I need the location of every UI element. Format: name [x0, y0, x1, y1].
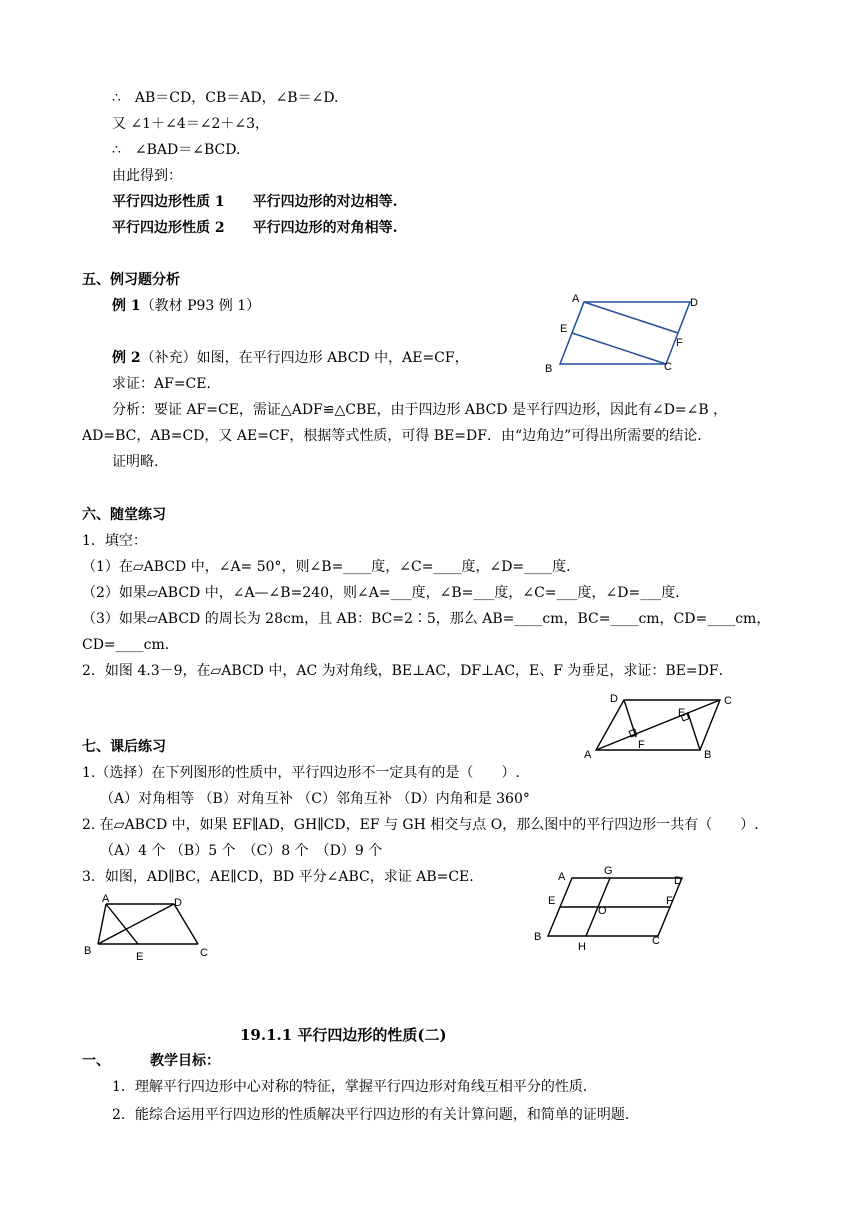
example-2-prove: 求证：AF=CE. — [112, 376, 211, 392]
fig4-label-a: A — [558, 871, 566, 883]
fig3-segment-bd — [98, 904, 174, 944]
fig3-label-a: A — [102, 893, 110, 905]
fig3-label-c: C — [200, 947, 208, 959]
fig4-label-h: H — [578, 941, 586, 953]
fig2-label-f: F — [638, 739, 645, 751]
teaching-goals-number: 一、 — [82, 1053, 110, 1069]
goal-1: 1．理解平行四边形中心对称的特征，掌握平行四边形对角线互相平分的性质． — [112, 1079, 597, 1095]
example-1-label: 例 1 — [112, 298, 141, 314]
proof-omitted: 证明略. — [112, 454, 159, 470]
figure-parallelogram-aecf — [540, 292, 710, 377]
fig2-segment-be — [688, 713, 700, 750]
fig1-label-c: C — [664, 361, 672, 373]
fig4-label-d: D — [674, 875, 682, 887]
homework-2-options: （A）4 个 （B）5 个 （C）8 个 （D）9 个 — [100, 843, 383, 859]
fig3-segment-dc — [174, 904, 198, 944]
figure-trapezoid — [84, 894, 214, 964]
fig2-diagonal-ac — [596, 700, 720, 750]
homework-1-options: （A）对角相等 （B）对角互补 （C）邻角互补 （D）内角和是 360° — [100, 791, 530, 807]
fig1-segment-ec — [572, 333, 666, 364]
fig4-label-o: O — [598, 905, 607, 917]
fig3-label-e: E — [136, 951, 144, 963]
exercise-2: 2．如图 4.3－9，在▱ABCD 中，AC 为对角线，BE⊥AC，DF⊥AC，E、F 为垂足，求证：BE=DF． — [82, 663, 733, 679]
fig1-segment-af — [584, 302, 678, 333]
example-1-text: （教材 P93 例 1） — [140, 298, 261, 314]
property-2: 平行四边形性质 2 平行四边形的对角相等. — [112, 220, 398, 236]
exercise-1-1: （1）在▱ABCD 中，∠A= 50°，则∠B=____度，∠C=____度，∠D=____度． — [82, 559, 581, 575]
property-1: 平行四边形性质 1 平行四边形的对边相等. — [112, 194, 398, 210]
fig1-label-e: E — [560, 323, 568, 335]
fig4-label-g: G — [604, 865, 613, 877]
example-2-label: 例 2 — [112, 350, 141, 366]
fig1-parallelogram — [560, 302, 690, 364]
analysis-line-2: AD=BC，AB=CD，又 AE=CF，根据等式性质，可得 BE=DF．由“边角边”可得出所需要的结论． — [82, 428, 712, 444]
fig2-label-c: C — [724, 695, 732, 707]
example-2 — [112, 349, 469, 367]
fig4-label-c: C — [652, 935, 660, 947]
fig3-label-d: D — [174, 897, 182, 909]
fig2-label-a: A — [584, 749, 592, 761]
fig2-label-b: B — [704, 749, 712, 761]
fig1-label-f: F — [676, 337, 683, 349]
fig3-label-b: B — [84, 945, 92, 957]
example-1 — [112, 297, 260, 315]
goal-2: 2．能综合运用平行四边形的性质解决平行四边形的有关计算问题，和简单的证明题． — [112, 1107, 639, 1123]
proof-line-1: ∴ AB＝CD，CB＝AD，∠B＝∠D. — [112, 90, 339, 106]
homework-1: 1.（选择）在下列图形的性质中，平行四边形不一定具有的是（ ）. — [82, 765, 520, 781]
proof-line-4: 由此得到： — [112, 168, 182, 184]
fig1-label-d: D — [690, 297, 698, 309]
fig4-label-f: F — [666, 895, 673, 907]
section-6-title: 六、随堂练习 — [82, 507, 166, 523]
teaching-goals-heading — [82, 1052, 220, 1070]
homework-2: 2. 在▱ABCD 中，如果 EF∥AD，GH∥CD，EF 与 GH 相交与点 O，那么图中的平行四边形一共有（ ）. — [82, 817, 759, 833]
section-5-title: 五、例习题分析 — [82, 272, 180, 288]
fig2-label-d: D — [610, 693, 618, 705]
proof-line-3: ∴ ∠BAD＝∠BCD. — [112, 142, 241, 158]
figure-parallelogram-perpendiculars — [584, 692, 744, 764]
homework-3: 3．如图，AD∥BC，AE∥CD，BD 平分∠ABC，求证 AB=CE. — [82, 869, 474, 885]
fig2-label-e: E — [678, 707, 686, 719]
fig4-label-b: B — [534, 931, 542, 943]
exercise-1-3-cont: CD=____cm． — [82, 637, 179, 653]
figure-parallelogram-grid — [532, 862, 692, 952]
fig3-segment-ab — [98, 904, 106, 944]
fig1-label-b: B — [545, 363, 553, 375]
exercise-1-2: （2）如果▱ABCD 中，∠A—∠B=240，则∠A=___度，∠B=___度，∠C=___度，∠D=___度． — [82, 585, 690, 601]
example-2-text: （补充）如图，在平行四边形 ABCD 中，AE=CF， — [140, 350, 469, 366]
proof-line-2: 又 ∠1＋∠4＝∠2＋∠3， — [112, 116, 270, 132]
fig4-label-e: E — [548, 895, 556, 907]
exercise-1-3: （3）如果▱ABCD 的周长为 28cm，且 AB：BC=2∶5，那么 AB=____cm，BC=____cm，CD=____cm， — [82, 611, 771, 627]
section-7-title: 七、课后练习 — [82, 739, 166, 755]
teaching-goals-label: 教学目标： — [150, 1053, 220, 1069]
analysis-line-1: 分析：要证 AF=CE，需证△ADF≌△CBE，由于四边形 ABCD 是平行四边形，因此有∠D=∠B ， — [112, 402, 728, 418]
exercise-1: 1．填空： — [82, 533, 147, 549]
lesson-title: 19.1.1 平行四边形的性质(二) — [240, 1026, 447, 1044]
fig1-label-a: A — [572, 293, 580, 305]
